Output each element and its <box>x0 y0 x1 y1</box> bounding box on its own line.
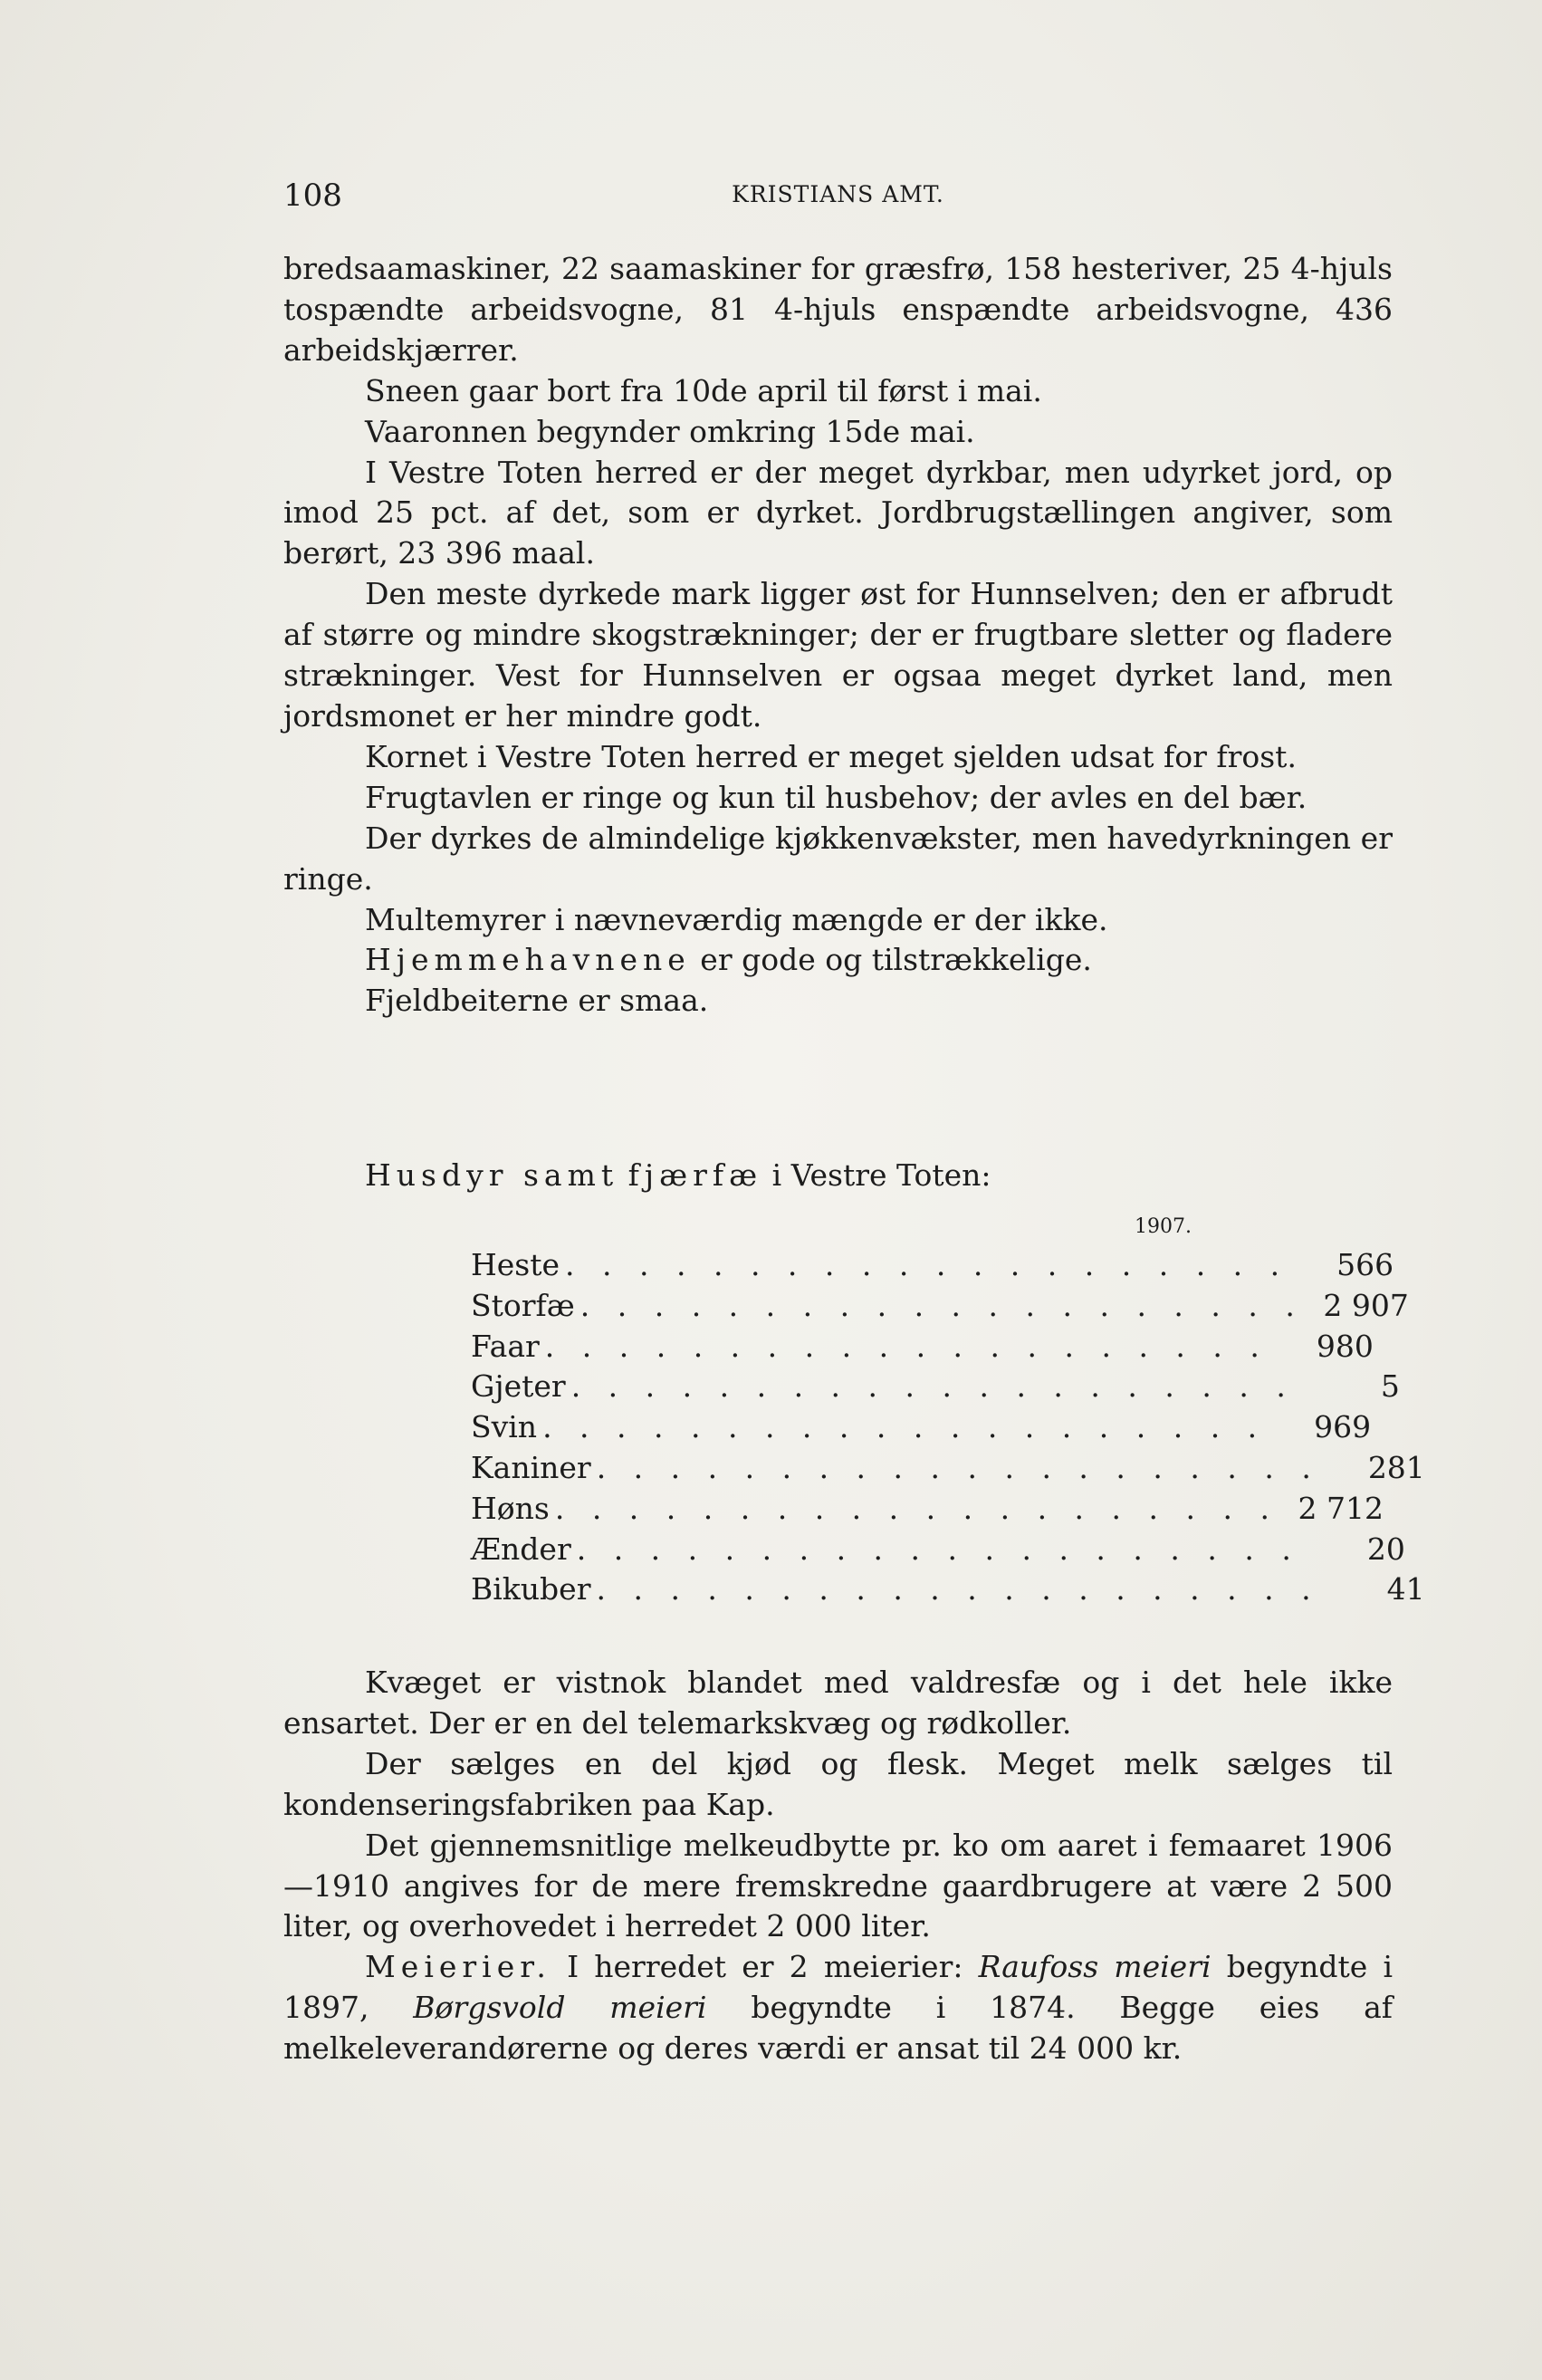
table-title <box>365 1157 991 1193</box>
paragraph: I Vestre Toten herred er der meget dyrkbar, men udyrket jord, op imod 25 pct. af det, som er dyrket. Jordbrugstællingen angiver, som berørt, 23 396 maal. <box>283 454 1393 571</box>
table-title-part: fjærfæ <box>627 1157 763 1193</box>
paragraph <box>283 940 1393 981</box>
body-text-bottom <box>283 1663 1393 2069</box>
leader-dots: . . . . . . . . . . . . . . . . . . . . <box>544 1328 1269 1364</box>
paragraph-text: begyndte i 1874. Begge eies af melkeleverandørerne og deres værdi er ansat til 24 000 kr. <box>283 1990 1393 2067</box>
row-label: Kaniner <box>471 1449 591 1485</box>
table-year-header: 1907. <box>1135 1215 1192 1238</box>
row-label: Høns <box>471 1490 550 1526</box>
row-label: Bikuber <box>471 1571 591 1607</box>
page-number: 108 <box>283 178 342 214</box>
paragraph: Frugtavlen er ringe og kun til husbehov; der avles en del bær. <box>365 779 1307 815</box>
section-label: Meierier. <box>365 1949 551 1985</box>
body-text-top <box>283 249 1393 1022</box>
paragraph-text: er gode og tilstrækkelige. <box>690 942 1092 978</box>
paragraph: Fjeldbeiterne er smaa. <box>365 983 709 1019</box>
leader-dots: . . . . . . . . . . . . . . . . . . . . <box>554 1490 1279 1526</box>
table-row <box>471 1367 1400 1407</box>
row-label: Svin <box>471 1409 538 1445</box>
table-title-part: i Vestre Toten: <box>771 1157 991 1193</box>
paragraph: Kornet i Vestre Toten herred er meget sjelden udsat for frost. <box>365 738 1297 774</box>
row-value: 980 <box>1316 1328 1374 1364</box>
leader-dots: . . . . . . . . . . . . . . . . . . . . <box>570 1368 1295 1405</box>
paragraph: bredsaamaskiner, 22 saamaskiner for græsfrø, 158 hesteriver, 25 4-hjuls tospændte arbeidsvogne, 81 4-hjuls enspændte arbeidsvogne, 436 arbeidskjærrer. <box>283 251 1393 368</box>
row-label: Faar <box>471 1328 540 1364</box>
leader-dots: . . . . . . . . . . . . . . . . . . . . <box>576 1531 1300 1567</box>
table-title-part: Husdyr samt <box>365 1157 619 1193</box>
dairy-name: Raufoss meieri <box>978 1949 1212 1985</box>
row-value: 2 712 <box>1298 1490 1384 1526</box>
row-label: Storfæ <box>471 1287 575 1323</box>
paragraph: Multemyrer i nævneværdig mængde er der ikke. <box>365 901 1108 937</box>
paragraph: Der sælges en del kjød og flesk. Meget melk sælges til kondenseringsfabriken paa Kap. <box>283 1745 1393 1822</box>
leader-dots: . . . . . . . . . . . . . . . . . . . . <box>579 1287 1304 1323</box>
table-row <box>471 1489 1384 1530</box>
row-value: 969 <box>1314 1409 1372 1445</box>
row-value: 566 <box>1336 1247 1394 1282</box>
paragraph: Sneen gaar bort fra 10de april til først i mai. <box>365 372 1042 408</box>
paragraph: Kvæget er vistnok blandet med valdresfæ og i det hele ikke ensartet. Der er en del telemarkskvæg og rødkoller. <box>283 1665 1393 1741</box>
paragraph: Den meste dyrkede mark ligger øst for Hunnselven; den er afbrudt af større og mindre skogstrækninger; der er frugtbare sletter og fladere strækninger. Vest for Hunnselven er ogsaa meget dyrket land, men jordsmonet er her mindre godt. <box>283 576 1393 734</box>
row-value: 2 907 <box>1323 1287 1409 1323</box>
spaced-term: Hjemmehavnene <box>365 942 691 978</box>
table-row <box>471 1407 1372 1448</box>
table-row <box>471 1569 1425 1610</box>
row-value: 20 <box>1366 1531 1405 1567</box>
row-value: 281 <box>1367 1449 1425 1485</box>
row-value: 5 <box>1380 1368 1400 1405</box>
paragraph-text: I herredet er 2 meierier: <box>551 1949 979 1985</box>
paragraph <box>283 1947 1393 2069</box>
leader-dots: . . . . . . . . . . . . . . . . . . . . <box>596 1449 1320 1485</box>
paragraph: Det gjennemsnitlige melkeudbytte pr. ko om aaret i femaaret 1906—1910 angives for de mere fremskredne gaardbrugere at være 2 500 liter, og overhovedet i herredet 2 000 liter. <box>283 1827 1393 1944</box>
table-row <box>471 1530 1405 1570</box>
leader-dots: . . . . . . . . . . . . . . . . . . . . <box>565 1247 1289 1282</box>
table-row <box>471 1448 1425 1489</box>
table-row <box>471 1327 1374 1368</box>
table-row <box>471 1245 1394 1286</box>
dairy-name: Børgsvold meieri <box>413 1990 707 2026</box>
row-label: Gjeter <box>471 1368 566 1405</box>
paragraph-text: begyndte i 1897, <box>283 1949 1393 2026</box>
table-row <box>471 1286 1409 1327</box>
paragraph: Der dyrkes de almindelige kjøkkenvækster, men havedyrkningen er ringe. <box>283 820 1393 897</box>
page-header <box>283 178 1393 219</box>
leader-dots: . . . . . . . . . . . . . . . . . . . . <box>542 1409 1267 1445</box>
row-label: Heste <box>471 1247 560 1282</box>
paragraph: Vaaronnen begynder omkring 15de mai. <box>365 413 975 449</box>
leader-dots: . . . . . . . . . . . . . . . . . . . . <box>596 1571 1320 1607</box>
running-title: KRISTIANS AMT. <box>732 181 944 207</box>
livestock-table <box>471 1209 1425 1610</box>
row-label: Ænder <box>471 1531 571 1567</box>
row-value: 41 <box>1386 1571 1425 1607</box>
